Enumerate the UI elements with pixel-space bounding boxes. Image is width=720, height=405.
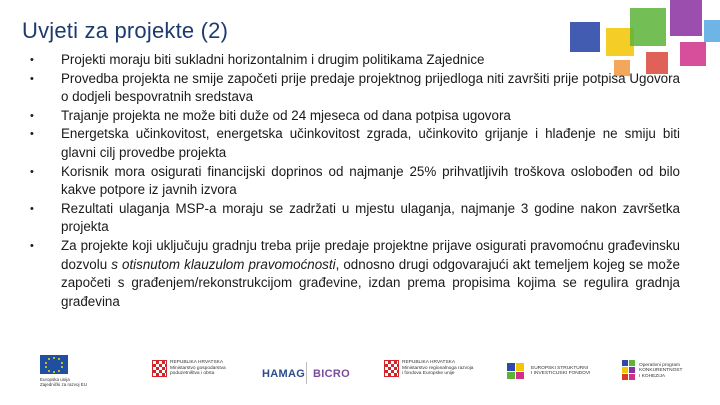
- ministry-1-line-1: REPUBLIKA HRVATSKA: [170, 360, 224, 366]
- bullet-text: Trajanje projekta ne može biti duže od 24 mjeseca od dana potpisa ugovora: [61, 107, 511, 123]
- ministry-1-line-3: poduzetništva i obrta: [170, 371, 215, 377]
- deco-square-green: [630, 8, 666, 46]
- list-item: [30, 125, 680, 162]
- ministry-economy-logo: [152, 360, 226, 377]
- ministry-2-line-3: i fondova Europske unije: [402, 371, 455, 377]
- ministry-2-line-1: REPUBLIKA HRVATSKA: [402, 360, 456, 366]
- bullet-icon: •: [30, 72, 34, 85]
- bullet-text: Korisnik mora osigurati financijski doprinos od najmanje 25% prihvatljivih troškova oslobođen od bilo kakve potpore iz javnih izvora: [61, 163, 680, 198]
- deco-square-lightblue: [704, 20, 720, 42]
- bullet-icon: •: [30, 109, 34, 122]
- eu-logo: [40, 355, 87, 387]
- list-item: [30, 163, 680, 200]
- hamag-text: HAMAG: [262, 368, 306, 380]
- op-icon: [622, 360, 636, 382]
- deco-square-magenta: [680, 42, 706, 66]
- op-line-2: KONKURENTNOST: [639, 368, 683, 374]
- list-item: [30, 70, 680, 107]
- op-line-1: Operativni program: [639, 362, 681, 368]
- bullet-text: Projekti moraju biti sukladni horizontalnim i drugim politikama Zajednice: [61, 52, 485, 67]
- croatian-coat-of-arms-icon: [152, 360, 167, 377]
- list-item: [30, 200, 680, 237]
- esi-funds-logo: [506, 362, 590, 380]
- esi-line-1: EUROPSKI STRUKTURNI: [531, 365, 589, 371]
- bullet-icon: •: [30, 165, 34, 178]
- bullet-text-emphasis: s otisnutom klauzulom pravomoćnosti: [111, 256, 336, 272]
- bullet-list: [30, 51, 680, 311]
- eu-flag-icon: [40, 355, 68, 374]
- ministry-regional-text: [402, 360, 473, 376]
- bullet-text: Rezultati ulaganja MSP-a moraju se zadržati u mjestu ulaganja, najmanje 3 godine nakon završetka projekta: [61, 200, 680, 235]
- operational-programme-logo: [622, 360, 682, 382]
- bullet-icon: •: [30, 202, 34, 215]
- deco-square-purple: [670, 0, 702, 36]
- bullet-text-before: Za projekte koji uključuju gradnju treba prije predaje projektne prijave osigurati pravomoćnu građevinsku dozvolu: [61, 237, 680, 272]
- op-line-3: I KOHEZIJA: [639, 373, 666, 379]
- esi-funds-text: [531, 366, 590, 377]
- list-item: [30, 237, 680, 311]
- ministry-2-line-2: Ministarstvo regionalnoga razvoja: [402, 365, 474, 371]
- footer-logos: [0, 352, 720, 405]
- ministry-economy-text: [170, 360, 226, 376]
- bullet-text: Energetska učinkovitost, energetska učinkovitost zgrada, učinkovito grijanje i hlađenje ne smiju biti glavni cilj provedbe projekta: [61, 126, 680, 160]
- hamag-logo: [262, 368, 305, 380]
- eu-caption-2: Zajednički za razvoj EU: [40, 382, 88, 387]
- esi-funds-icon: [506, 362, 528, 380]
- slide-title: Uvjeti za projekte (2): [22, 18, 229, 43]
- bullet-text-after: , odnosno drugi odgovarajući akt temeljem kojeg se može započeti s građenjem/rekonstrukcijom građevine, izdan prema propisima kojima se regulira gradnja građevina: [61, 256, 681, 309]
- bullet-icon: •: [30, 239, 34, 252]
- bicro-logo: [313, 368, 350, 380]
- bullet-icon: •: [30, 54, 34, 66]
- list-item: [30, 107, 680, 126]
- bullet-text: Provedba projekta ne smije započeti prije predaje projektnog prijedloga niti završiti prije potpisa Ugovora o dodjeli bespovratnih sredstava: [61, 70, 680, 105]
- bullet-icon: •: [30, 128, 34, 141]
- bicro-text: BICRO: [313, 368, 350, 380]
- eu-caption-1: Europska unija: [40, 377, 70, 382]
- ministry-1-line-2: Ministarstvo gospodarstva: [170, 365, 226, 371]
- separator: [306, 362, 307, 384]
- ministry-regional-logo: [384, 360, 473, 377]
- op-text: [639, 363, 682, 379]
- esi-line-2: I INVESTICIJSKI FONDOVI: [531, 371, 591, 376]
- list-item: [30, 51, 680, 70]
- deco-square-blue: [570, 22, 600, 52]
- croatian-coat-of-arms-icon: [384, 360, 399, 377]
